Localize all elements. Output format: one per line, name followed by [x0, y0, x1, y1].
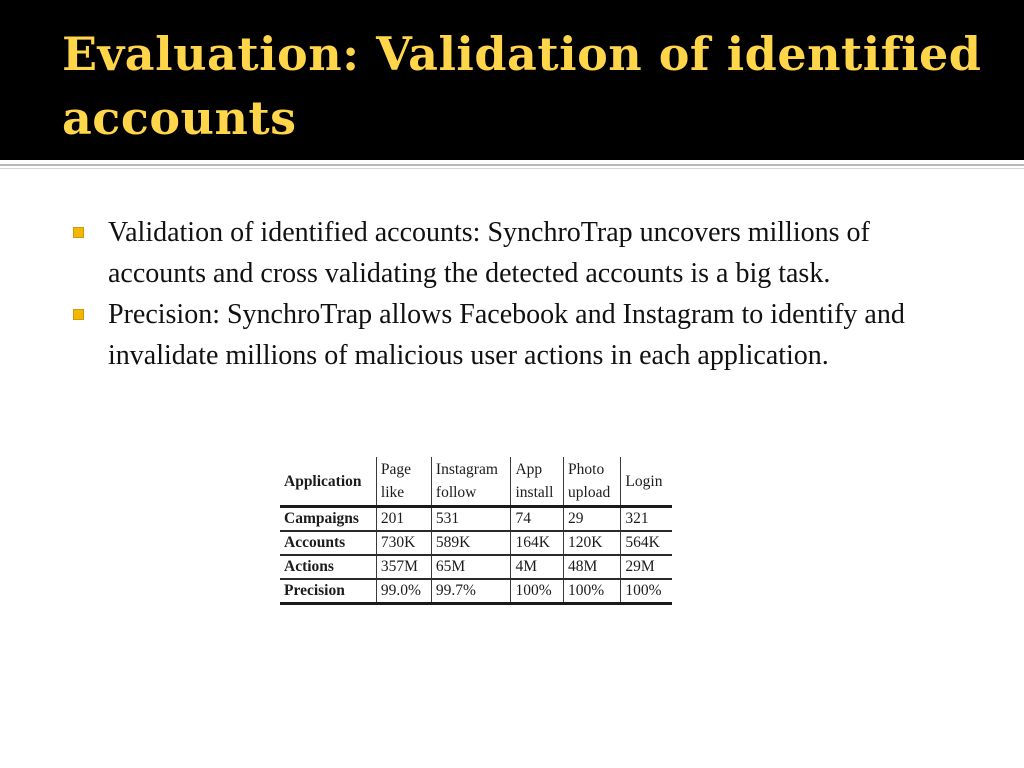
table-row: [280, 555, 672, 579]
table-cell: 730K: [376, 531, 431, 555]
column-header-app-install: [511, 457, 564, 507]
row-label: Actions: [280, 555, 376, 579]
table-cell: 321: [621, 507, 672, 532]
table-cell: 74: [511, 507, 564, 532]
bullet-item-precision: [70, 294, 950, 376]
column-header-line: install: [515, 484, 554, 501]
table-row: [280, 531, 672, 555]
table-cell: 100%: [621, 579, 672, 604]
row-label: Precision: [280, 579, 376, 604]
square-bullet-icon: [73, 227, 84, 238]
table-cell: 357M: [376, 555, 431, 579]
column-header-instagram-follow: [431, 457, 511, 507]
column-header-login: [621, 457, 672, 507]
column-header-line: like: [380, 484, 405, 501]
table-row: [280, 507, 672, 532]
column-header-application: [280, 457, 376, 507]
table-cell: 65M: [431, 555, 511, 579]
column-header-line: upload: [568, 484, 611, 501]
square-bullet-icon: [73, 309, 84, 320]
column-header-line: Page: [380, 461, 412, 478]
column-header-page-like: [376, 457, 431, 507]
table-cell: 100%: [564, 579, 621, 604]
slide-title: Evaluation: Validation of identified accounts: [62, 27, 982, 145]
row-label: Campaigns: [280, 507, 376, 532]
title-divider-line-thin: [0, 168, 1024, 169]
bullet-list: [70, 212, 950, 376]
table-header-row: [280, 457, 672, 507]
bullet-item-validation: [70, 212, 950, 294]
table-cell: 531: [431, 507, 511, 532]
title-divider-line: [0, 164, 1024, 166]
column-header-line: App: [515, 461, 543, 478]
table-cell: 4M: [511, 555, 564, 579]
column-header-photo-upload: [564, 457, 621, 507]
table-cell: 99.7%: [431, 579, 511, 604]
table-cell: 100%: [511, 579, 564, 604]
column-header-line: follow: [435, 484, 477, 501]
table-cell: 564K: [621, 531, 672, 555]
column-header-line: Application: [284, 472, 362, 490]
table-cell: 48M: [564, 555, 621, 579]
column-header-line: Photo: [568, 461, 605, 478]
column-header-line: Login: [625, 472, 663, 490]
results-table: [280, 457, 672, 605]
table-cell: 99.0%: [376, 579, 431, 604]
row-label: Accounts: [280, 531, 376, 555]
table-cell: 201: [376, 507, 431, 532]
bullet-text: Precision: SynchroTrap allows Facebook and Instagram to identify and invalidate millions of malicious user actions in each application.: [108, 299, 905, 371]
title-bar: [0, 0, 1024, 160]
table-cell: 29: [564, 507, 621, 532]
bullet-text: Validation of identified accounts: SynchroTrap uncovers millions of accounts and cross validating the detected accounts is a big task.: [108, 217, 870, 289]
table-row: [280, 579, 672, 604]
table-cell: 29M: [621, 555, 672, 579]
table-cell: 120K: [564, 531, 621, 555]
table-cell: 164K: [511, 531, 564, 555]
column-header-line: Instagram: [435, 461, 498, 478]
table-cell: 589K: [431, 531, 511, 555]
